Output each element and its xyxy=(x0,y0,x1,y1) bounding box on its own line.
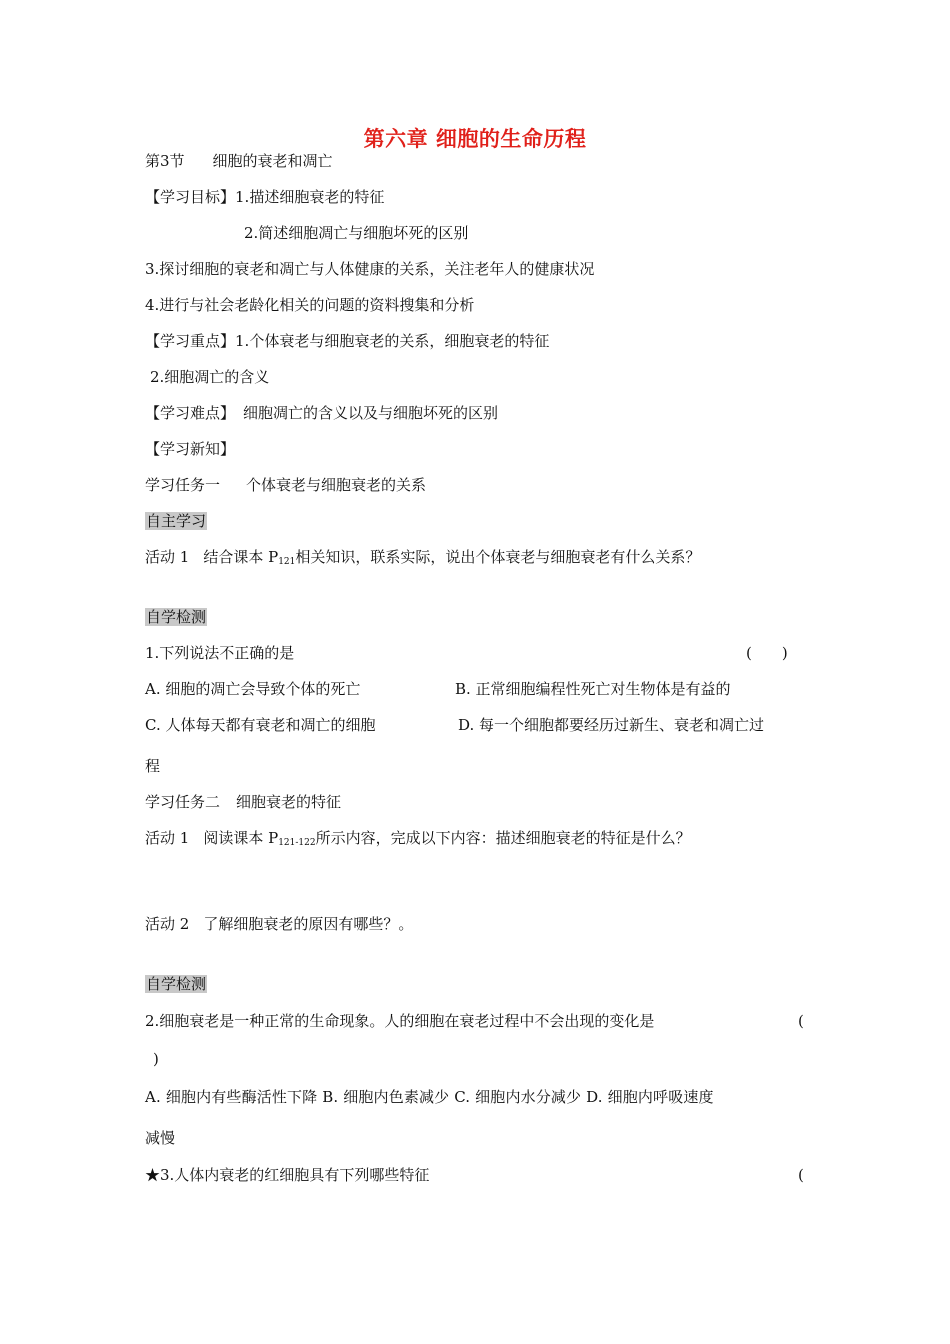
section-number: 第3节 xyxy=(145,152,185,170)
key-points-label: 【学习重点】 xyxy=(145,332,236,350)
option-a: A. 细胞的凋亡会导致个体的死亡 xyxy=(145,680,361,698)
page-subscript: 121 xyxy=(278,557,296,567)
question-3: ★3.人体内衰老的红细胞具有下列哪些特征 xyxy=(145,1166,430,1184)
option-b: B. 正常细胞编程性死亡对生物体是有益的 xyxy=(455,680,731,698)
question-2-options: A. 细胞内有些酶活性下降 B. 细胞内色素减少 C. 细胞内水分减少 D. 细胞内呼吸速度 xyxy=(145,1088,714,1106)
activity-text: 相关知识，联系实际，说出个体衰老与细胞衰老有什么关系？ xyxy=(295,548,701,566)
option-d-continuation: 程 xyxy=(145,757,161,775)
self-check-label: 自学检测 xyxy=(146,975,207,993)
key-point-item: 1.个体衰老与细胞衰老的关系，细胞衰老的特征 xyxy=(235,332,550,350)
answer-paren-open: ( xyxy=(798,1166,804,1184)
activity-label: 活动 2 xyxy=(145,915,190,933)
section-name: 细胞的衰老和凋亡 xyxy=(212,152,333,170)
goal-item: 1.描述细胞衰老的特征 xyxy=(235,188,385,206)
goals-line-1 xyxy=(145,187,384,207)
self-check-label-wrap xyxy=(145,607,207,627)
activity-label: 活动 1 xyxy=(145,548,190,566)
question-1: 1.下列说法不正确的是 xyxy=(145,644,295,662)
chapter-title: 第六章 细胞的生命历程 xyxy=(363,127,587,151)
task2-activity2 xyxy=(145,914,413,934)
activity-text: 所示内容，完成以下内容：描述细胞衰老的特征是什么？ xyxy=(315,829,691,847)
new-knowledge-label: 【学习新知】 xyxy=(145,440,236,458)
goal-item: 3.探讨细胞的衰老和凋亡与人体健康的关系，关注老年人的健康状况 xyxy=(145,260,595,278)
section-heading xyxy=(145,151,333,171)
goal-item: 4.进行与社会老龄化相关的问题的资料搜集和分析 xyxy=(145,296,475,314)
difficulty-label: 【学习难点】 xyxy=(145,404,236,422)
activity-text: 结合课本 P xyxy=(203,548,279,566)
task1-heading xyxy=(145,475,426,495)
task1-name: 个体衰老与细胞衰老的关系 xyxy=(246,476,427,494)
task2-activity1 xyxy=(145,828,691,853)
activity-label: 活动 1 xyxy=(145,829,190,847)
answer-paren-close: ) xyxy=(153,1050,159,1068)
goals-label: 【学习目标】 xyxy=(145,188,236,206)
activity-text: 了解细胞衰老的原因有哪些？。 xyxy=(203,915,414,933)
task1-activity1 xyxy=(145,547,700,572)
option-d: D. 每一个细胞都要经历过新生、衰老和凋亡过 xyxy=(458,716,765,734)
key-point-item: 2.细胞凋亡的含义 xyxy=(150,368,270,386)
self-check-label-wrap xyxy=(145,974,207,994)
goal-item: 2.简述细胞凋亡与细胞坏死的区别 xyxy=(244,224,469,242)
page-subscript: 121-122 xyxy=(278,838,316,848)
question-2-options-continuation: 减慢 xyxy=(145,1129,176,1147)
question-2: 2.细胞衰老是一种正常的生命现象。人的细胞在衰老过程中不会出现的变化是 xyxy=(145,1012,655,1030)
task2-label: 学习任务二 xyxy=(145,793,221,811)
task1-label: 学习任务一 xyxy=(145,476,221,494)
difficulty-line xyxy=(145,403,498,423)
self-study-label: 自主学习 xyxy=(146,512,207,530)
task2-heading xyxy=(145,792,341,812)
self-check-label: 自学检测 xyxy=(146,608,207,626)
activity-text: 阅读课本 P xyxy=(203,829,279,847)
answer-paren-open: ( xyxy=(798,1012,804,1030)
answer-paren: ( ) xyxy=(746,644,788,662)
difficulty-text: 细胞凋亡的含义以及与细胞坏死的区别 xyxy=(243,404,499,422)
option-c: C. 人体每天都有衰老和凋亡的细胞 xyxy=(145,716,376,734)
self-study-label-wrap xyxy=(145,511,207,531)
key-points-line-1 xyxy=(145,331,549,351)
task2-name: 细胞衰老的特征 xyxy=(236,793,342,811)
